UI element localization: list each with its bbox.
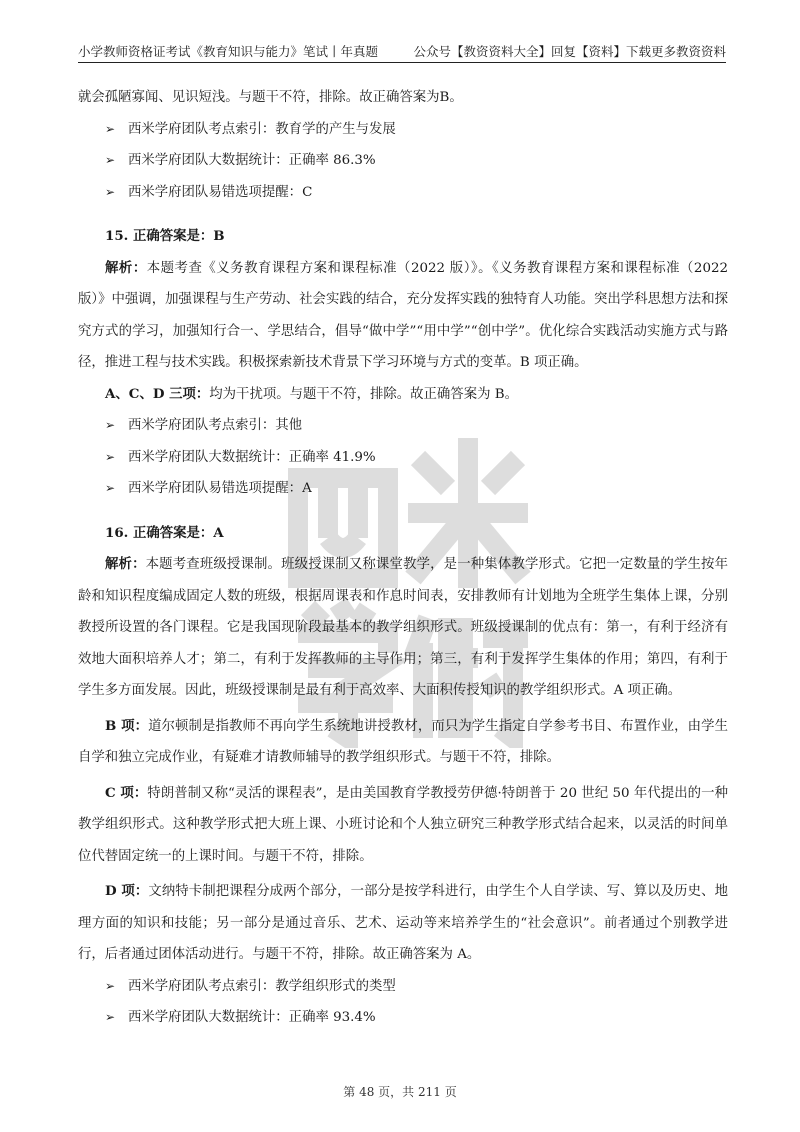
question-16-option-d: D 项：文纳特卡制把课程分成两个部分，一部分是按学科进行，由学生个人自学读、写、算以及历史、地理方面的知识和技能；另一部分是通过音乐、艺术、运动等来培养学生的“社会意识”。前者通过个别教学进行，后者通过团体活动进行。与题干不符，排除。故正确答案为 A。 xyxy=(78,883,729,962)
header-title: 小学教师资格证考试《教育知识与能力》笔试丨年真题 xyxy=(78,44,379,59)
list-item: ➢ 西米学府团队易错选项提醒：A xyxy=(78,473,728,505)
list-item: ➢ 西米学府团队易错选项提醒：C xyxy=(78,177,728,209)
arrow-bullet-icon: ➢ xyxy=(105,418,116,432)
question-16-analysis: 解析：本题考查班级授课制。班级授课制又称课堂教学，是一种集体教学形式。它把一定数量的学生按年龄和知识程度编成固定人数的班级，根据周课表和作息时间表，安排教师有计划地为全班学生集体上课，分别教授所设置的各门课程。它是我国现阶段最基本的教学组织形式。班级授课制的优点有：第一，有利于经济有效地大面积培养人才；第二，有利于发挥教师的主导作用；第三，有利于发挥学生集体的作用；第四，有利于学生多方面发展。因此，班级授课制是最有利于高效率、大面积传授知识的教学组织形式。A 项正确。 xyxy=(78,556,728,698)
question-15-title: 15. 正确答案是：B xyxy=(105,228,225,244)
list-item: ➢ 西米学府团队考点索引：教育学的产生与发展 xyxy=(78,114,728,146)
arrow-bullet-icon: ➢ xyxy=(105,153,116,167)
arrow-bullet-icon: ➢ xyxy=(105,481,116,495)
question-16-option-b: B 项：道尔顿制是指教师不再向学生系统地讲授教材，而只为学生指定自学参考书目、布置作业，由学生自学和独立完成作业，有疑难才请教师辅导的教学组织形式。与题干不符，排除。 xyxy=(78,717,728,765)
page-content xyxy=(78,82,728,1034)
list-item: ➢ 西米学府团队考点索引：教学组织形式的类型 xyxy=(78,971,728,1003)
header-promo: 公众号【教资资料大全】回复【资料】下载更多教资资料 xyxy=(413,44,726,59)
question-16-option-c: C 项：特朗普制又称“灵活的课程表”，是由美国教育学教授劳伊德·特朗普于 20 世纪 50 年代提出的一种教学组织形式。这种教学形式把大班上课、小班讨论和个人独立研究三种教学形式结合起来，以灵活的时间单位代替固定统一的上课时间。与题干不符，排除。 xyxy=(78,784,728,864)
list-item: ➢ 西米学府团队考点索引：其他 xyxy=(78,410,728,442)
list-item: ➢ 西米学府团队大数据统计：正确率 41.9% xyxy=(78,442,728,474)
question-16-title: 16. 正确答案是：A xyxy=(105,524,224,541)
page-header xyxy=(78,40,726,63)
list-item: ➢ 西米学府团队大数据统计：正确率 93.4% xyxy=(78,1002,728,1034)
arrow-bullet-icon: ➢ xyxy=(105,978,116,993)
arrow-bullet-icon: ➢ xyxy=(105,1010,116,1024)
arrow-bullet-icon: ➢ xyxy=(105,449,116,464)
question-15-other-options: A、C、D 三项：均为干扰项。与题干不符，排除。故正确答案为 B。 xyxy=(105,385,518,402)
intro-text: 就会孤陋寡闻、见识短浅。与题干不符，排除。故正确答案为B。 xyxy=(78,90,463,105)
question-15-analysis: 解析：本题考查《义务教育课程方案和课程标准（2022 版）》。《义务教育课程方案和课程标准（2022 版）》中强调，加强课程与生产劳动、社会实践的结合，充分发挥实践的独特育人功能。突出学科思想方法和探究方式的学习，加强知行合一、学思结合，倡导“做中学”“用中学”“创中学”。优化综合实践活动实施方式与路径，推进工程与技术实践。积极探索新技术背景下学习环境与方式的变革。B 项正确。 xyxy=(78,259,729,370)
list-item: ➢ 西米学府团队大数据统计：正确率 86.3% xyxy=(78,145,728,177)
arrow-bullet-icon: ➢ xyxy=(105,184,116,199)
page-footer: 第 48 页，共 211 页 xyxy=(343,1085,457,1099)
arrow-bullet-icon: ➢ xyxy=(105,121,116,136)
